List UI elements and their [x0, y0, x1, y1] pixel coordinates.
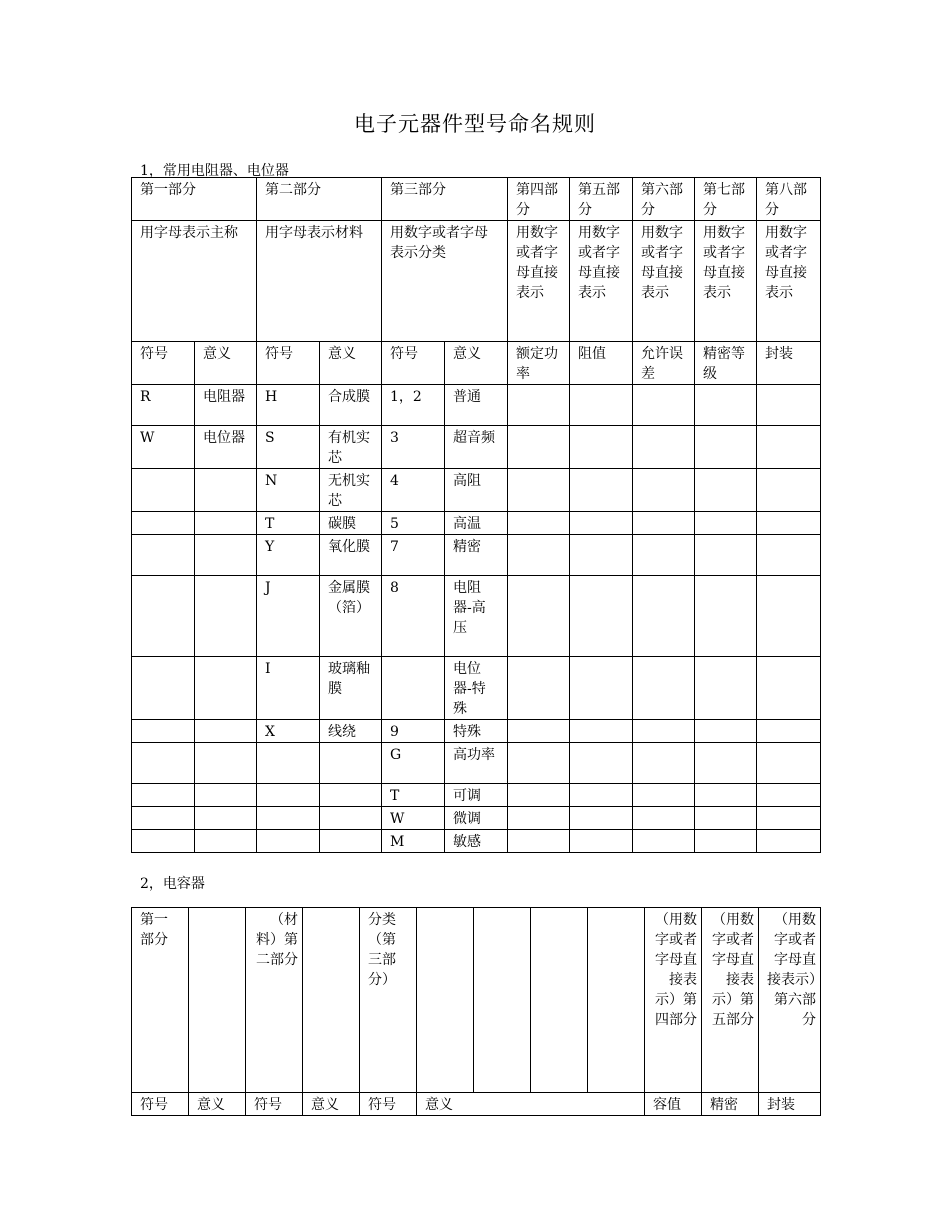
empty-cell — [570, 385, 633, 426]
part-6-heading: 第六部分 — [633, 178, 695, 221]
header-cell: 阻值 — [570, 342, 633, 385]
header-cell: 额定功率 — [508, 342, 570, 385]
empty-cell — [633, 743, 695, 784]
header-cell: 容值 — [645, 1093, 702, 1116]
empty-cell — [508, 830, 570, 853]
table-cell — [382, 657, 445, 720]
table-cell: 4 — [382, 469, 445, 512]
header-cell: 符号 — [257, 342, 320, 385]
table-cell: 微调 — [445, 807, 508, 830]
table-cell: 精密 — [445, 535, 508, 576]
empty-cell — [303, 908, 360, 1093]
table-cell — [195, 720, 257, 743]
table-cell: 电阻器-高压 — [445, 576, 508, 657]
part-5-desc: 用数字或者字母直接表示 — [570, 221, 633, 342]
empty-cell — [189, 908, 246, 1093]
empty-cell — [633, 469, 695, 512]
empty-cell — [588, 908, 645, 1093]
empty-cell — [570, 512, 633, 535]
table-row — [132, 743, 821, 784]
empty-cell — [633, 720, 695, 743]
empty-cell — [508, 657, 570, 720]
part-7-heading: 第七部分 — [695, 178, 757, 221]
empty-cell — [508, 720, 570, 743]
cap-part-2: （材料）第二部分 — [246, 908, 303, 1093]
table-cell: 高功率 — [445, 743, 508, 784]
empty-cell — [695, 535, 757, 576]
part-1-heading: 第一部分 — [132, 178, 257, 221]
empty-cell — [633, 385, 695, 426]
empty-cell — [508, 426, 570, 469]
header-cell: 符号 — [246, 1093, 303, 1116]
cap-part-3: 分类（第三部分） — [360, 908, 417, 1093]
table-cell: 金属膜（箔） — [320, 576, 382, 657]
empty-cell — [570, 576, 633, 657]
table-cell: 电阻器 — [195, 385, 257, 426]
empty-cell — [695, 807, 757, 830]
part-5-heading: 第五部分 — [570, 178, 633, 221]
table-cell — [132, 784, 195, 807]
table-cell: 1，2 — [382, 385, 445, 426]
empty-cell — [570, 657, 633, 720]
empty-cell — [757, 784, 821, 807]
table-cell: X — [257, 720, 320, 743]
empty-cell — [695, 830, 757, 853]
empty-cell — [508, 535, 570, 576]
empty-cell — [508, 385, 570, 426]
empty-cell — [570, 807, 633, 830]
table-cell: J — [257, 576, 320, 657]
empty-cell — [633, 576, 695, 657]
table-cell: W — [382, 807, 445, 830]
part-3-heading: 第三部分 — [382, 178, 508, 221]
part-8-desc: 用数字或者字母直接表示 — [757, 221, 821, 342]
empty-cell — [508, 807, 570, 830]
table-cell — [132, 535, 195, 576]
capacitor-naming-table — [131, 907, 821, 1116]
capacitor-header-row — [132, 1093, 821, 1116]
table-cell — [257, 743, 320, 784]
header-cell: 意义 — [189, 1093, 246, 1116]
table-cell: 9 — [382, 720, 445, 743]
table-cell — [132, 720, 195, 743]
table-row — [132, 830, 821, 853]
table-cell: S — [257, 426, 320, 469]
empty-cell — [633, 426, 695, 469]
part-4-heading: 第四部分 — [508, 178, 570, 221]
empty-cell — [757, 512, 821, 535]
table-cell — [257, 784, 320, 807]
header-cell: 符号 — [360, 1093, 417, 1116]
table-cell: 高阻 — [445, 469, 508, 512]
part-2-heading: 第二部分 — [257, 178, 382, 221]
header-cell: 意义 — [445, 342, 508, 385]
table-cell: 有机实芯 — [320, 426, 382, 469]
empty-cell — [757, 657, 821, 720]
table-cell: 3 — [382, 426, 445, 469]
empty-cell — [757, 385, 821, 426]
header-cell: 符号 — [382, 342, 445, 385]
cap-part-4: （用数字或者字母直接表示）第四部分 — [645, 908, 702, 1093]
empty-cell — [531, 908, 588, 1093]
empty-cell — [570, 720, 633, 743]
table-cell: N — [257, 469, 320, 512]
table-outer-border — [820, 907, 822, 1112]
table-cell — [132, 830, 195, 853]
table-cell — [320, 830, 382, 853]
empty-cell — [508, 512, 570, 535]
empty-cell — [570, 784, 633, 807]
empty-cell — [757, 720, 821, 743]
empty-cell — [695, 512, 757, 535]
empty-cell — [474, 908, 531, 1093]
table-cell: M — [382, 830, 445, 853]
table-cell — [132, 657, 195, 720]
part-2-desc: 用字母表示材料 — [257, 221, 382, 342]
table-cell: 超音频 — [445, 426, 508, 469]
part-7-desc: 用数字或者字母直接表示 — [695, 221, 757, 342]
header-cell: 意义 — [303, 1093, 360, 1116]
table-cell: 7 — [382, 535, 445, 576]
table-cell — [257, 830, 320, 853]
empty-cell — [695, 657, 757, 720]
table-cell: Y — [257, 535, 320, 576]
empty-cell — [508, 784, 570, 807]
table-cell — [195, 657, 257, 720]
resistor-naming-table — [131, 177, 821, 853]
empty-cell — [695, 469, 757, 512]
table-cell: 合成膜 — [320, 385, 382, 426]
table-cell: W — [132, 426, 195, 469]
part-3-desc: 用数字或者字母表示分类 — [382, 221, 508, 342]
table-cell — [320, 807, 382, 830]
empty-cell — [757, 469, 821, 512]
table-cell — [132, 512, 195, 535]
table-cell — [132, 807, 195, 830]
part-1-desc: 用字母表示主称 — [132, 221, 257, 342]
table-cell: R — [132, 385, 195, 426]
table-row — [132, 720, 821, 743]
empty-cell — [757, 807, 821, 830]
table-row — [132, 512, 821, 535]
column-header-row — [132, 342, 821, 385]
empty-cell — [633, 784, 695, 807]
table-cell: 碳膜 — [320, 512, 382, 535]
empty-cell — [570, 743, 633, 784]
table-row — [132, 535, 821, 576]
table-cell: 敏感 — [445, 830, 508, 853]
empty-cell — [570, 830, 633, 853]
empty-cell — [633, 535, 695, 576]
header-cell: 符号 — [132, 342, 195, 385]
table-cell: 5 — [382, 512, 445, 535]
table-cell — [257, 807, 320, 830]
empty-cell — [570, 426, 633, 469]
table-cell: 电位器-特殊 — [445, 657, 508, 720]
empty-cell — [757, 830, 821, 853]
empty-cell — [570, 535, 633, 576]
header-cell: 意义 — [320, 342, 382, 385]
empty-cell — [508, 576, 570, 657]
header-cell: 允许误差 — [633, 342, 695, 385]
table-cell: 可调 — [445, 784, 508, 807]
table-cell — [195, 830, 257, 853]
table-cell — [132, 743, 195, 784]
empty-cell — [695, 720, 757, 743]
header-cell: 精密 — [702, 1093, 759, 1116]
empty-cell — [633, 512, 695, 535]
table-row — [132, 657, 821, 720]
table-cell: 普通 — [445, 385, 508, 426]
table-cell: T — [382, 784, 445, 807]
part-4-desc: 用数字或者字母直接表示 — [508, 221, 570, 342]
table-cell — [320, 784, 382, 807]
page-title: 电子元器件型号命名规则 — [354, 112, 596, 136]
capacitor-parts-row — [132, 908, 821, 1093]
table-cell: 氧化膜 — [320, 535, 382, 576]
empty-cell — [757, 576, 821, 657]
header-cell: 精密等级 — [695, 342, 757, 385]
table-row — [132, 385, 821, 426]
table-cell — [195, 576, 257, 657]
table-cell — [195, 535, 257, 576]
table-cell — [132, 469, 195, 512]
header-cell: 封装 — [757, 342, 821, 385]
table-cell — [195, 469, 257, 512]
table-cell: G — [382, 743, 445, 784]
table-cell: T — [257, 512, 320, 535]
empty-cell — [570, 469, 633, 512]
empty-cell — [757, 743, 821, 784]
empty-cell — [695, 385, 757, 426]
empty-cell — [633, 657, 695, 720]
table-cell: 高温 — [445, 512, 508, 535]
table-row — [132, 807, 821, 830]
table-cell: H — [257, 385, 320, 426]
part-8-heading: 第八部分 — [757, 178, 821, 221]
header-cell: 符号 — [132, 1093, 189, 1116]
empty-cell — [757, 426, 821, 469]
table-row — [132, 469, 821, 512]
table-cell — [320, 743, 382, 784]
table-cell: 特殊 — [445, 720, 508, 743]
empty-cell — [695, 426, 757, 469]
table-cell — [195, 784, 257, 807]
table-cell: 无机实芯 — [320, 469, 382, 512]
table-cell: I — [257, 657, 320, 720]
table-cell — [132, 576, 195, 657]
table-cell: 线绕 — [320, 720, 382, 743]
empty-cell — [757, 535, 821, 576]
header-cell: 意义 — [417, 1093, 645, 1116]
header-cell: 封装 — [759, 1093, 821, 1116]
empty-cell — [508, 743, 570, 784]
table-cell — [195, 807, 257, 830]
empty-cell — [695, 784, 757, 807]
table-cell: 玻璃釉膜 — [320, 657, 382, 720]
empty-cell — [695, 743, 757, 784]
part-6-desc: 用数字或者字母直接表示 — [633, 221, 695, 342]
parts-row — [132, 178, 821, 221]
empty-cell — [508, 469, 570, 512]
cap-part-6: （用数字或者字母直接表示）第六部分 — [759, 908, 821, 1093]
table-cell — [195, 743, 257, 784]
table-cell: 8 — [382, 576, 445, 657]
table-row — [132, 426, 821, 469]
section2-label: 2，电容器 — [140, 876, 205, 892]
table-row — [132, 576, 821, 657]
table-cell: 电位器 — [195, 426, 257, 469]
table-cell — [195, 512, 257, 535]
empty-cell — [695, 576, 757, 657]
cap-part-1: 第一部分 — [132, 908, 189, 1093]
cap-part-5: （用数字或者字母直接表示）第五部分 — [702, 908, 759, 1093]
table-row — [132, 784, 821, 807]
empty-cell — [633, 830, 695, 853]
section1-label: 1，常用电阻器、电位器 — [140, 163, 289, 179]
header-cell: 意义 — [195, 342, 257, 385]
empty-cell — [633, 807, 695, 830]
descriptions-row — [132, 221, 821, 342]
empty-cell — [417, 908, 474, 1093]
